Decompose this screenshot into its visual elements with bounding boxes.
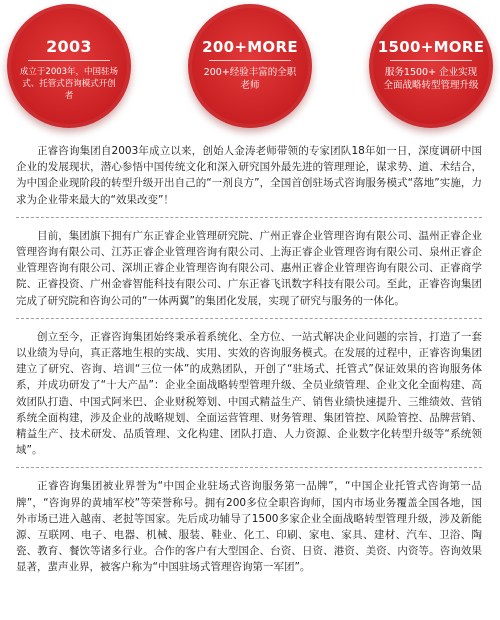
badge-clients-value: 1500+MORE [377,38,485,56]
badge-founded-caption: 成立于2003年，中国驻场式、托管式咨询模式开创者 [19,67,119,101]
badge-clients [369,4,493,128]
paragraph-subsidiaries: 目前，集团旗下拥有广东正睿企业管理研究院、广州正睿企业管理咨询有限公司、温州正睿企业管理咨询有限公司、江苏正睿企业管理咨询有限公司、上海正睿企业管理咨询有限公司、泉州正睿企业管理咨询有限公司、深圳正睿企业管理咨询有限公司、惠州正睿企业管理咨询有限公司、正睿商学院、正睿投资、广州金睿智能科技有限公司、广东正睿飞讯数字科技有限公司。至此，正睿咨询集团完成了研究院和咨询公司的“一体两翼”的集团化发展，实现了研究与服务的一体化。 [16,229,482,307]
badge-divider [209,60,291,61]
badge-divider [390,60,472,61]
badge-teachers-caption: 200+经验丰富的全职老师 [203,67,297,91]
paragraph-services: 创立至今，正睿咨询集团始终秉承着系统化、全方位、一站式解决企业问题的宗旨，打造了一套以业绩为导向，真正落地生根的实战、实用、实效的咨询服务模式。在发展的过程中，正睿咨询集团建立了研究、咨询、培训“三位一体”的成熟团队，开创了“驻场式、托管式”保证效果的咨询服务体系，并成功研发了“十大产品”：企业全面战略转型管理升级、全员业绩管理、企业文化全面构建、高效团队打造、中国式阿米巴、企业财税筹划、中国式精益生产、销售业绩快速提升、三维绩效、营销系统全面构建，涉及企业的战略规划、全面运营管理、财务管理、集团管控、风险管控、品牌营销、精益生产、技术研发、品质管理、文化构建、团队打造、人力资源、企业数字化转型升级等“系统领域”。 [16,330,482,457]
badge-teachers-value: 200+MORE [202,38,298,56]
section-divider [16,318,482,319]
badge-clients-caption: 服务1500+ 企业实现全面战略转型管理升级 [383,67,479,91]
badge-founded [7,4,131,128]
section-divider [16,217,482,218]
badge-row [0,0,500,140]
badge-founded-value: 2003 [46,37,92,56]
paragraph-reputation: 正睿咨询集团被业界誉为“中国企业驻场式咨询服务第一品牌”，“中国企业托管式咨询第一品牌”，“咨询界的黄埔军校”等荣誉称号。拥有200多位全职咨询师，国内市场业务覆盖全国各地，国外市场已进入越南、老挝等国家。先后成功辅导了1500多家企业全面战略转型管理升级，涉及新能源、互联网、电子、电器、机械、服装、鞋业、化工、印刷、家电、家具、建材、汽车、卫浴、陶瓷、教育、餐饮等诸多行业。合作的客户有大型国企、台资、日资、港资、美资、内资等。咨询效果显著，蜚声业界，被客户称为“中国驻场式管理咨询第一军团”。 [16,480,482,574]
paragraph-history: 正睿咨询集团自2003年成立以来，创始人金涛老师带领的专家团队18年如一日，深度调研中国企业的发展现状，潜心参悟中国传统文化和深入研究国外最先进的管理理论，谋求势、道、术结合，为中国企业现阶段的转型升级开出自己的“一剂良方”，全国首创驻场式咨询服务模式“落地”实施，力求为企业带来最大的“效果改变”！ [16,145,482,206]
article-body [16,143,482,585]
badge-teachers [188,4,312,128]
section-divider [16,467,482,468]
badge-divider [28,60,110,61]
